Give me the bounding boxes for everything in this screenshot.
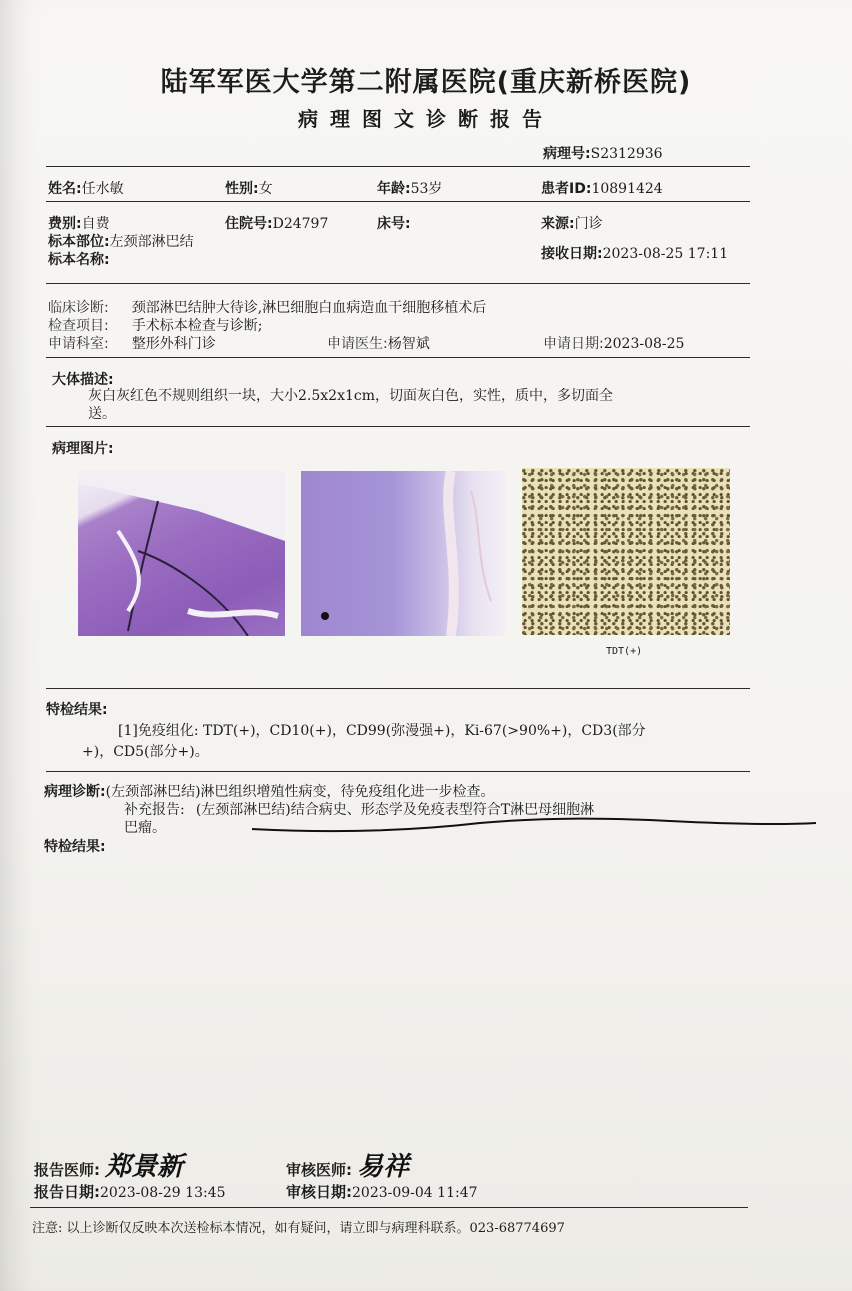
report-date-label: 报告日期: (34, 1183, 100, 1201)
patient-id-label: 患者ID: (541, 181, 592, 197)
handwritten-underline (250, 815, 820, 839)
review-date (286, 1181, 478, 1202)
pathology-image-1 (78, 471, 285, 636)
exam-item-value: 手术标本检查与诊断; (131, 318, 263, 334)
patient-id-value: 10891424 (591, 181, 663, 197)
exam-item-label: 检查项目: (48, 318, 109, 334)
age-label: 年龄: (377, 181, 411, 197)
report-doctor (34, 1146, 183, 1183)
field-age (377, 178, 442, 198)
sex-value: 女 (258, 181, 273, 197)
hospital-name: 陆军军医大学第二附属医院(重庆新桥医院) (160, 67, 692, 98)
doctor-value: 杨智斌 (387, 336, 430, 352)
divider (46, 771, 750, 772)
supp-label: 补充报告: (124, 802, 185, 818)
report-doctor-label: 报告医师: (34, 1161, 100, 1179)
divider (46, 166, 750, 167)
gross-line-1: 灰白灰红色不规则组织一块，大小2.5x2x1cm，切面灰白色，实性，质中，多切面全 (88, 388, 613, 404)
bed-label: 床号: (377, 216, 411, 232)
clinical-diagnosis-value: 颈部淋巴结肿大待诊,淋巴细胞白血病造血干细胞移植术后 (131, 300, 487, 316)
divider (30, 1207, 748, 1208)
name-value: 任水敏 (81, 181, 124, 197)
review-date-value: 2023-09-04 11:47 (352, 1185, 478, 1201)
diagnosis-label: 病理诊断: (44, 784, 106, 800)
apply-date-value: 2023-08-25 (603, 336, 685, 352)
age-value: 53岁 (410, 181, 443, 197)
dept-value: 整形外科门诊 (131, 336, 216, 352)
field-exam-item (48, 315, 263, 335)
divider (46, 283, 750, 284)
pathology-image-2 (301, 471, 505, 636)
field-name (48, 178, 124, 198)
image-3-caption: TDT(+) (606, 646, 643, 657)
review-doctor-label: 审核医师: (286, 1161, 352, 1179)
field-received-date (541, 243, 728, 263)
special-line-2: +)，CD5(部分+)。 (82, 744, 209, 760)
site-label: 标本部位: (48, 234, 110, 250)
special-label: 特检结果: (46, 702, 108, 718)
source-value: 门诊 (574, 216, 603, 232)
field-apply-date (543, 333, 684, 353)
field-specimen-site (48, 231, 194, 251)
received-value: 2023-08-25 17:11 (602, 246, 729, 262)
pathology-number (543, 143, 663, 163)
pathology-diagnosis (44, 781, 495, 801)
gross-label: 大体描述: (52, 372, 114, 388)
inpatient-value: D24797 (272, 216, 329, 232)
images-label: 病理图片: (52, 441, 114, 457)
pathology-image-1-texture (78, 471, 285, 636)
dept-label: 申请科室: (48, 336, 109, 352)
field-fee (48, 213, 110, 233)
source-label: 来源: (541, 216, 575, 232)
field-specimen-name (48, 249, 110, 269)
pathology-no-label: 病理号: (543, 146, 591, 162)
divider (46, 201, 750, 202)
divider (46, 357, 750, 358)
clinical-diagnosis-label: 临床诊断: (48, 300, 109, 316)
review-doctor-signature: 易祥 (357, 1152, 410, 1182)
pathology-no-value: S2312936 (590, 146, 663, 162)
report-doctor-signature: 郑景新 (105, 1152, 184, 1182)
divider (46, 426, 750, 427)
gross-line-2: 送。 (88, 406, 116, 422)
special-label-2: 特检结果: (44, 839, 106, 855)
diagnosis-line-3: 巴瘤。 (124, 820, 166, 836)
field-patient-id (541, 178, 663, 198)
report-date-value: 2023-08-29 13:45 (100, 1185, 226, 1201)
site-value: 左颈部淋巴结 (109, 234, 194, 250)
apply-date-label: 申请日期: (543, 336, 604, 352)
field-bed (377, 213, 411, 233)
inpatient-label: 住院号: (225, 216, 273, 232)
field-dept (48, 333, 216, 353)
special-line-1: [1]免疫组化: TDT(+)，CD10(+)，CD99(弥漫强+)，Ki-67(>90%+)，CD3(部分 (118, 723, 646, 739)
fee-label: 费别: (48, 216, 82, 232)
footer-note: 注意: 以上诊断仅反映本次送检标本情况，如有疑问，请立即与病理科联系。023-68774697 (32, 1221, 565, 1236)
field-inpatient (225, 213, 328, 233)
pathology-image-3 (522, 468, 730, 635)
diagnosis-line-2: (左颈部淋巴结)结合病史、形态学及免疫表型符合T淋巴母细胞淋 (195, 802, 595, 818)
name-label: 姓名: (48, 181, 82, 197)
divider (46, 688, 750, 689)
pathology-image-2-texture (301, 471, 505, 636)
sex-label: 性别: (225, 181, 259, 197)
doctor-label: 申请医生: (327, 336, 388, 352)
report-title: 病理图文诊断报告 (298, 107, 554, 131)
specimen-name-label: 标本名称: (48, 252, 110, 268)
review-doctor (286, 1146, 409, 1183)
report-date (34, 1181, 226, 1202)
field-requesting-doctor (327, 333, 430, 353)
field-clinical-diagnosis (48, 297, 486, 317)
diagnosis-line-1: (左颈部淋巴结)淋巴组织增殖性病变，待免疫组化进一步检查。 (105, 784, 495, 800)
field-source (541, 213, 603, 233)
fee-value: 自费 (81, 216, 110, 232)
received-label: 接收日期: (541, 246, 603, 262)
review-date-label: 审核日期: (286, 1183, 352, 1201)
field-sex (225, 178, 273, 198)
